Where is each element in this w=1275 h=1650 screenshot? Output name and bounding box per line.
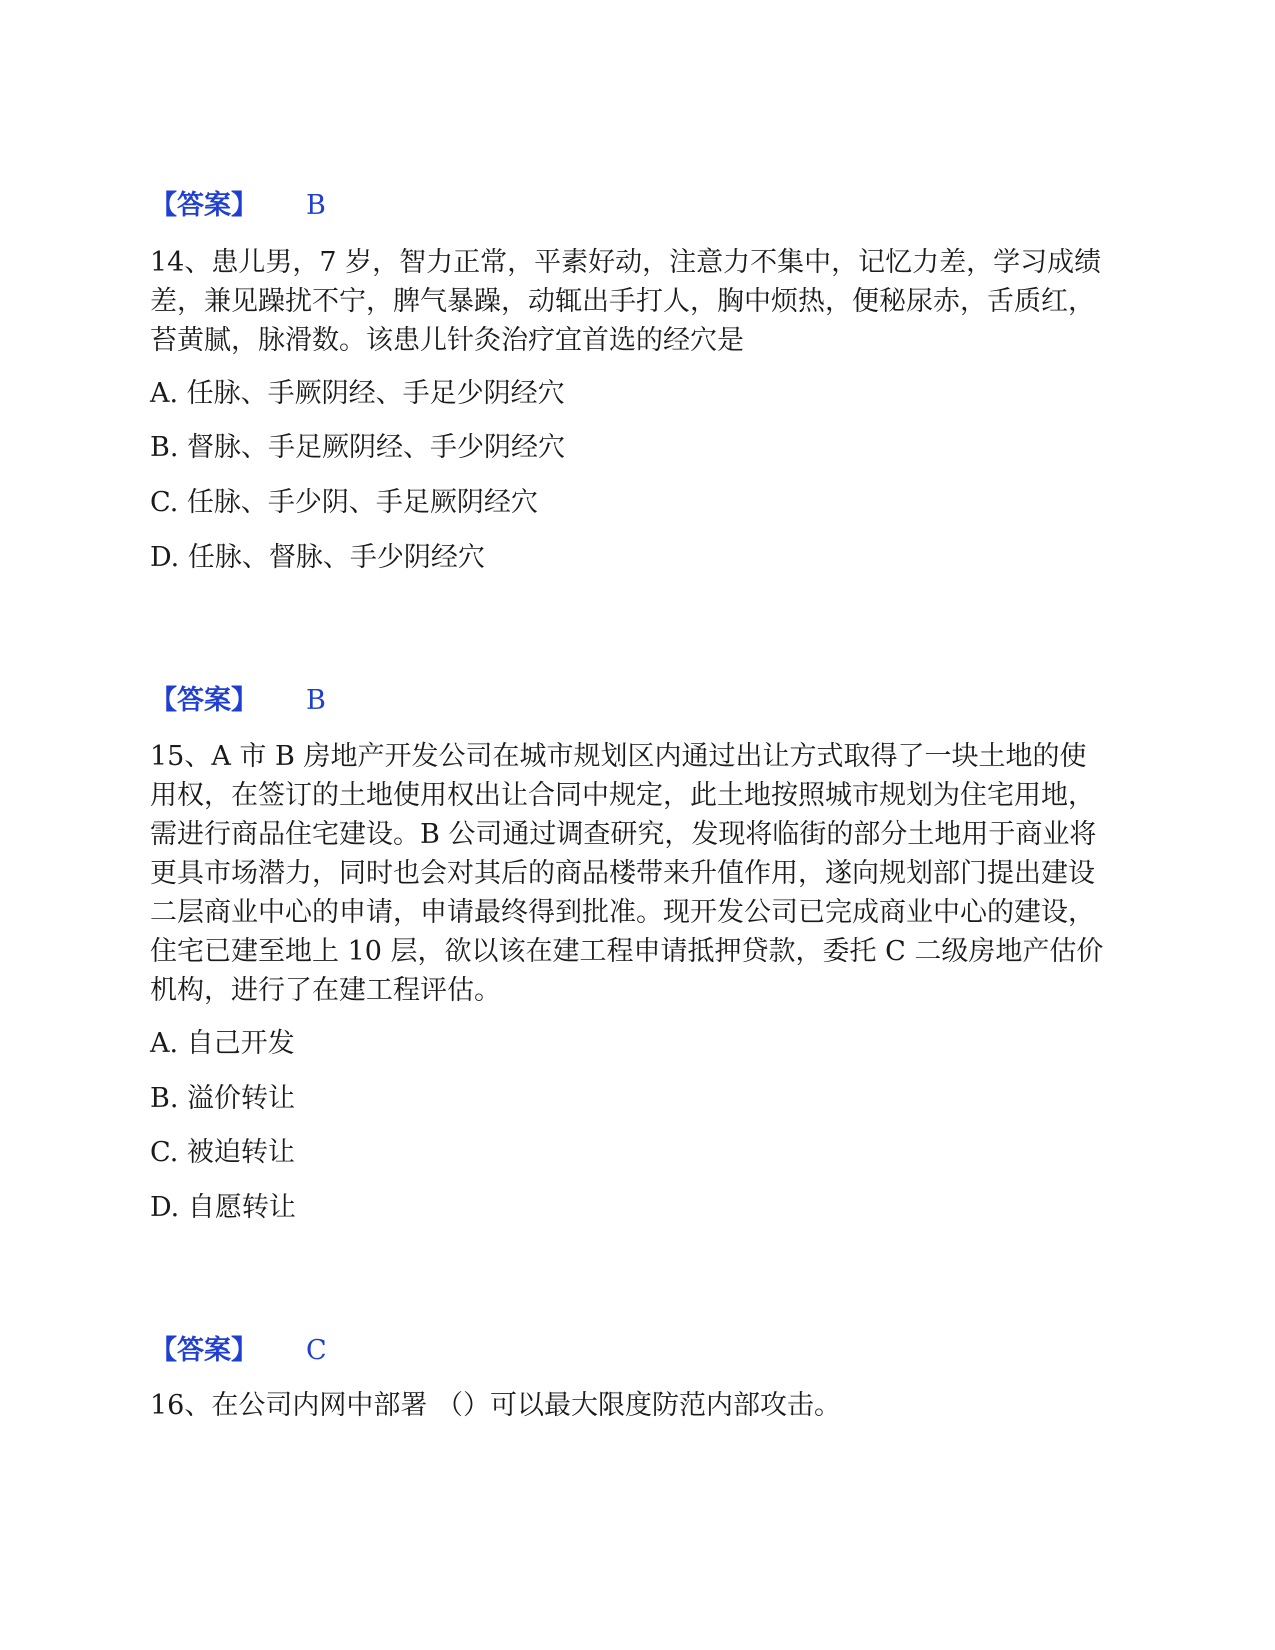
answer-label: 【答案】 <box>150 685 258 716</box>
question-16-text: 16、在公司内网中部署 （）可以最大限度防范内部攻击。 <box>150 1390 841 1421</box>
question-15-option-d: D. 自愿转让 <box>150 1192 296 1223</box>
answer-label: 【答案】 <box>150 1335 258 1366</box>
answer-line-14 <box>150 681 1110 721</box>
answer-label: 【答案】 <box>150 190 258 221</box>
question-15-text: 15、A 市 B 房地产开发公司在城市规划区内通过出让方式取得了一块土地的使用权，在签订的土地使用权出让合同中规定，此土地按照城市规划为住宅用地，需进行商品住宅建设。B 公司通过调查研究，发现将临街的部分土地用于商业将更具市场潜力，同时也会对其后的商品楼带来升值作用，遂向规划部门提出建设二层商业中心的申请，申请最终得到批准。现开发公司已完成商业中心的建设，住宅已建至地上 10 层，欲以该在建工程申请抵押贷款，委托 C 二级房地产估价机构，进行了在建工程评估。 <box>150 741 1104 1006</box>
answer-value: B <box>306 190 326 221</box>
answer-value: B <box>306 685 326 716</box>
question-15-option-a: A. 自己开发 <box>150 1028 295 1059</box>
question-14-option-a: A. 任脉、手厥阴经、手足少阴经穴 <box>150 378 565 409</box>
question-15-option-b: B. 溢价转让 <box>150 1083 296 1114</box>
answer-line-15 <box>150 1331 1110 1371</box>
question-14-option-c: C. 任脉、手少阴、手足厥阴经穴 <box>150 487 538 518</box>
answer-line-13 <box>150 186 1110 226</box>
question-14-text: 14、患儿男，7 岁，智力正常，平素好动，注意力不集中，记忆力差，学习成绩差，兼见躁扰不宁，脾气暴躁，动辄出手打人，胸中烦热，便秘尿赤，舌质红，苔黄腻，脉滑数。该患儿针灸治疗宜首选的经穴是 <box>150 247 1102 356</box>
question-15-option-c: C. 被迫转让 <box>150 1137 295 1168</box>
answer-value: C <box>306 1335 327 1366</box>
question-14-option-d: D. 任脉、督脉、手少阴经穴 <box>150 542 485 573</box>
question-14-option-b: B. 督脉、手足厥阴经、手少阴经穴 <box>150 432 566 463</box>
